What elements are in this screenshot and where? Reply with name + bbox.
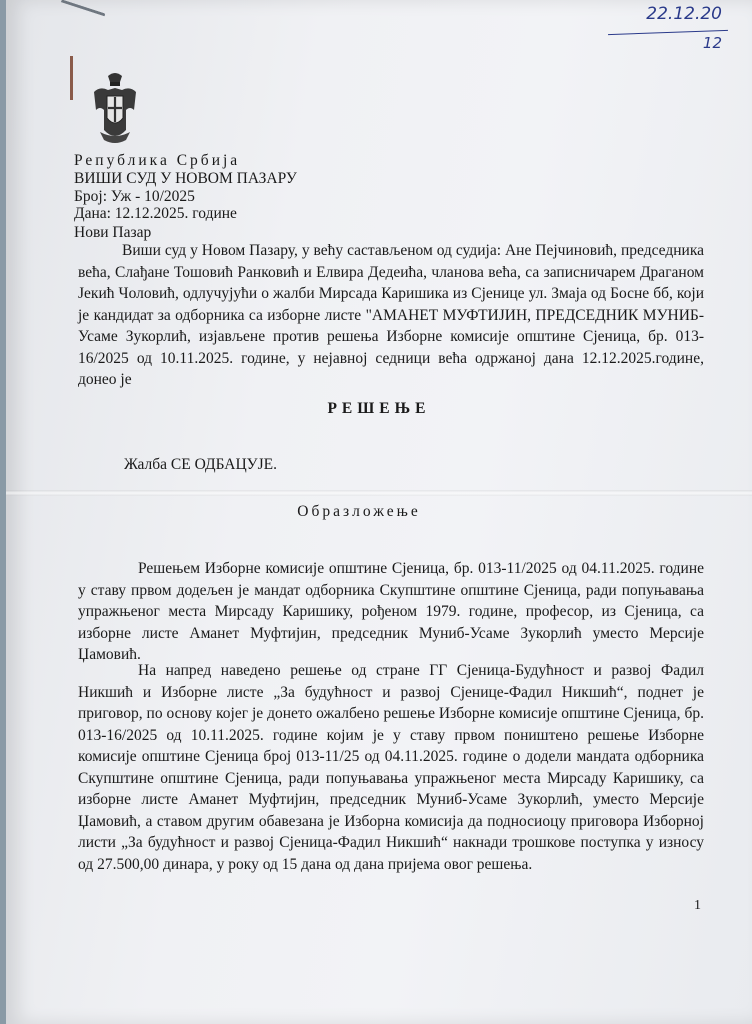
paper-fold [6, 490, 752, 496]
staple-mark [70, 56, 73, 100]
coat-of-arms-icon [90, 70, 140, 148]
handwritten-receipt-note [612, 4, 722, 54]
handwritten-time: 12 [702, 34, 722, 52]
header-city: Нови Пазар [74, 224, 152, 241]
reasoning-title: Образложење [297, 503, 421, 520]
header-republic: Република Србија [74, 152, 241, 169]
document-page [6, 0, 752, 1024]
intro-paragraph: Виши суд у Новом Пазару, у већу састављеном од судија: Ане Пејчиновић, председника већа, Слађане Тошовић Ранковић и Елвира Дедеића, чланова већа, са записничарем Драганом Јекић Чоловић, одлучујући о жалби Мирсада Каришика из Сјенице ул. Змаја од Босне бб, који је кандидат за одборника са изборне листе "АМАНЕТ МУФТИЈИН, ПРЕДСЕДНИК МУНИБ-Усаме Зукорлић, изјављене против решења Изборне комисије општине Сјеница, бр. 013-16/2025 од 10.11.2025. године, у нејавној седници већа одржаној дана 12.12.2025.године, донео је [78, 242, 704, 388]
decision-title: РЕШЕЊЕ [327, 400, 431, 417]
header-court: ВИШИ СУД У НОВОМ ПАЗАРУ [74, 170, 297, 187]
reasoning-paragraph-1: Решењем Изборне комисије општине Сјеница, бр. 013-11/2025 од 04.11.2025. године у ставу првом додељен је мандат одборника Скупштине општине Сјеница, ради попуњавања упражњеног места Мирсаду Каришику, рођеном 1979. године, професор, из Сјеница, са изборне листе Аманет Муфтијин, председник Муниб-Усаме Зукорлић уместо Мерсије Џамовић. [78, 560, 704, 663]
staple [56, 0, 105, 30]
page-number: 1 [694, 898, 701, 913]
decision-text: Жалба СЕ ОДБАЦУЈЕ. [124, 456, 278, 473]
reasoning-paragraph-2: На напред наведено решење од стране ГГ Сјеница-Будућност и развој Фадил Никшић и Изборне листе „За будућност и развој Сјенице-Фадил Никшић“, поднет је приговор, по основу којег је донето ожалбено решење Изборне комисије општине Сјеница, бр. 013-16/2025 од 10.11.2025. године којим је у ставу првом поништено решење Изборне комисије општине Сјеница број 013-11/25 од 04.11.2025. године о додели мандата одборника Скупштине општине Сјеница, ради попуњавања упражњеног места Мирсаду Каришику, са изборне листе Аманет Муфтијин, председник Муниб-Усаме Зукорлић, уместо Мерсије Џамовић, а ставом другим обавезана је Изборна комисија да подносиоцу приговора Изборној листи „За будућност и развој Сјеница-Фадил Никшић“ накнади трошкове поступка у износу од 27.500,00 динара, у року од 15 дана од дана пријема овог решења. [78, 662, 704, 873]
handwritten-date: 22.12.20 [646, 4, 722, 24]
header-date: Дана: 12.12.2025. године [74, 205, 237, 222]
header-case-number: Број: Уж - 10/2025 [74, 188, 195, 205]
